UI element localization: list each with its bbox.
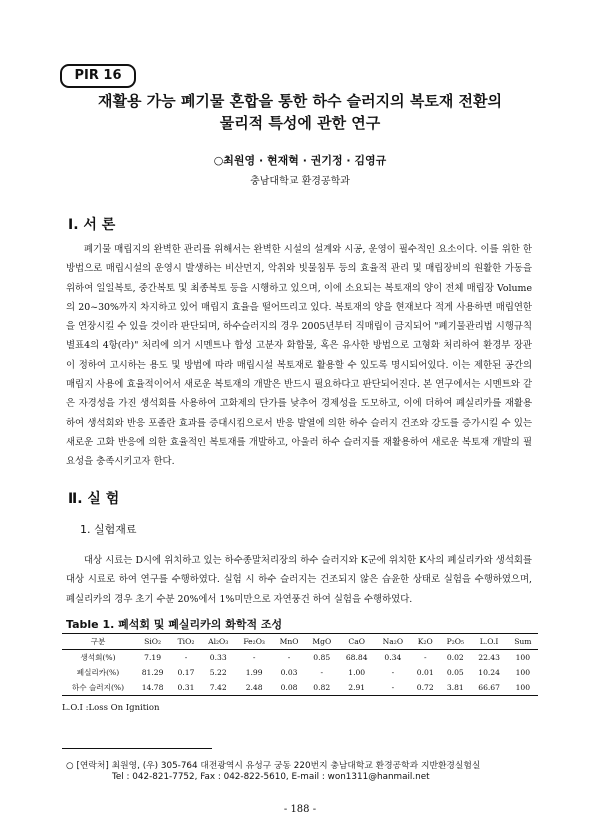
page-number: - 188 - — [283, 804, 317, 815]
table-cell: 0.34 — [384, 653, 402, 662]
table-cell: 66.67 — [471, 680, 508, 696]
table-row — [62, 680, 538, 696]
paper-title-line-1: 재활용 가능 폐기물 혼합을 통한 하수 슬러지의 복토재 전환의 — [97, 92, 503, 110]
table-note: L.O.I :Loss On Ignition — [62, 703, 160, 713]
materials-paragraph: 대상 시료는 D시에 위치하고 있는 하수종말처리장의 하수 슬러지와 K군에 위치한 K사의 폐실리카와 생석회를 대상 시료로 하여 연구를 수행하였다. 실험 시 하수 슬러지는 건조되지 않은 습윤한 상태로 실험을 수행하였으며, 폐실리카의 경우 초기 수분 20%에서 1%미만으로 자연풍건 하여 실험을 수행하였다. — [66, 555, 532, 605]
table-cell: 68.84 — [345, 653, 368, 662]
table-cell: 100 — [515, 653, 531, 662]
table-cell: 1.99 — [245, 668, 263, 677]
table-cell: 14.78 — [134, 680, 171, 696]
table-cell: 0.82 — [305, 680, 338, 696]
table-cell: - — [320, 668, 324, 677]
table-header-row — [62, 634, 538, 650]
footnote-phone-email: Tel : 042-821-7752, Fax : 042-822-5610, E-mail : won1311@hanmail.net — [112, 772, 430, 782]
table-cell: 1.00 — [348, 668, 366, 677]
section-heading-introduction: Ⅰ. 서 론 — [68, 217, 116, 233]
table-cell: 0.17 — [177, 668, 195, 677]
table-header-cell: CaO — [338, 634, 375, 650]
table-cell: 0.03 — [280, 668, 298, 677]
table-cell: 폐실리카(%) — [76, 668, 120, 677]
table-header-cell: MnO — [273, 634, 306, 650]
table-cell: 0.85 — [313, 653, 331, 662]
table-cell: - — [252, 653, 256, 662]
table-header-cell: Sum — [508, 634, 538, 650]
session-badge: PIR 16 — [60, 64, 136, 88]
table-header-cell: K₂O — [410, 634, 440, 650]
table-cell: 81.29 — [141, 668, 164, 677]
footnote-contact: ○ [연락처] 최원영, (우) 305-764 대전광역시 유성구 궁동 220번지 충남대학교 환경공학과 지반환경실험실 — [66, 761, 481, 771]
table-cell: 0.08 — [273, 680, 306, 696]
affiliation: 충남대학교 환경공학과 — [250, 176, 350, 187]
table-header-cell: 구분 — [62, 634, 134, 650]
table-caption: Table 1. 폐석회 및 폐실리카의 화학적 조성 — [66, 618, 283, 631]
table-header-cell: MgO — [305, 634, 338, 650]
table-cell: 2.91 — [338, 680, 375, 696]
table-cell: 0.33 — [209, 653, 227, 662]
table-cell: 3.81 — [440, 680, 470, 696]
footnote-divider — [62, 748, 212, 749]
table-header-cell: L.O.I — [471, 634, 508, 650]
table-cell: 0.01 — [416, 668, 434, 677]
table-cell: 7.42 — [201, 680, 236, 696]
table-cell: 생석회(%) — [80, 653, 116, 662]
table-cell: - — [184, 653, 188, 662]
table-cell: 0.05 — [446, 668, 464, 677]
table-header-cell: Fe₂O₃ — [236, 634, 273, 650]
table-header-cell: P₂O₅ — [440, 634, 470, 650]
subsection-heading-materials: 1. 실험재료 — [80, 523, 137, 536]
table-cell: - — [287, 653, 291, 662]
table-cell: 10.24 — [478, 668, 500, 677]
table-cell: 0.02 — [446, 653, 464, 662]
table-cell: 22.43 — [478, 653, 500, 662]
author-list: ○최원영 · 현재혁 · 권기정 · 김영규 — [213, 154, 387, 167]
table-header-cell: TiO₂ — [171, 634, 201, 650]
table-cell: 7.19 — [144, 653, 162, 662]
table-cell: 100 — [515, 668, 531, 677]
table-cell: - — [423, 653, 427, 662]
introduction-paragraph: 폐기물 매립지의 완벽한 관리를 위해서는 완벽한 시설의 설계와 시공, 운영이 필수적인 요소이다. 이를 위한 한 방법으로 매립시설의 운영시 발생하는 비산먼지, 악취와 빗물침투 등의 효율적 관리 및 매립장비의 원활한 가동을 위하여 일일복토, 중간복토 및 최종복토 등을 시행하고 있으며, 이에 소요되는 복토재의 양이 전체 매립장 Volume의 20~30%까지 차지하고 있어 매립지 효율을 떨어뜨리고 있다. 복토재의 양을 현재보다 적게 사용하면 매립연한을 연장시킬 수 있을 것이라 판단되며, 하수슬러지의 경우 2005년부터 직매립이 금지되어 "폐기물관리법 시행규칙 별표4의 4항(라)" 처리에 의거 시멘트나 합성 고분자 화합물, 혹은 유사한 방법으로 고형화 처리하여 환경부 장관이 정하여 고시하는 용도 및 방법에 따라 매립시설 복토재로 활용할 수 있도록 명시되어있다. 이는 제한된 공간의 매립지 사용에 효율적이어서 새로운 복토재의 개발은 반드시 필요하다고 판단되어진다. 본 연구에서는 시멘트와 같은 자경성을 가진 생석회를 사용하여 고화제의 단가를 낮추어 경제성을 도모하고, 이에 더하여 폐실리카를 재활용하여 생석회와 반응 포졸란 효과를 증대시킴으로서 반응 발열에 의한 하수 슬러지 건조와 강도를 증가시킬 수 있는 새로운 고화 반응에 의한 효율적인 복토재를 개발하고, 아울러 하수 슬러지를 재활용하여 새로운 복토재 개발의 필요성을 충족시키고자 한다. — [66, 244, 532, 468]
table-row — [62, 650, 538, 666]
table-header-cell: SiO₂ — [134, 634, 171, 650]
table-cell: 하수 슬러지(%) — [62, 680, 134, 696]
table-header-cell: Na₂O — [375, 634, 410, 650]
composition-table — [62, 633, 538, 696]
table-cell: 2.48 — [236, 680, 273, 696]
table-row — [62, 665, 538, 680]
table-cell: - — [391, 668, 395, 677]
section-heading-experiment: Ⅱ. 실 험 — [68, 491, 120, 507]
table-cell: 0.72 — [410, 680, 440, 696]
table-cell: 0.31 — [171, 680, 201, 696]
table-cell: 100 — [508, 680, 538, 696]
paper-title-line-2: 물리적 특성에 관한 연구 — [219, 114, 381, 132]
table-header-cell: Al₂O₃ — [201, 634, 236, 650]
table-cell: - — [375, 680, 410, 696]
table-cell: 5.22 — [209, 668, 227, 677]
